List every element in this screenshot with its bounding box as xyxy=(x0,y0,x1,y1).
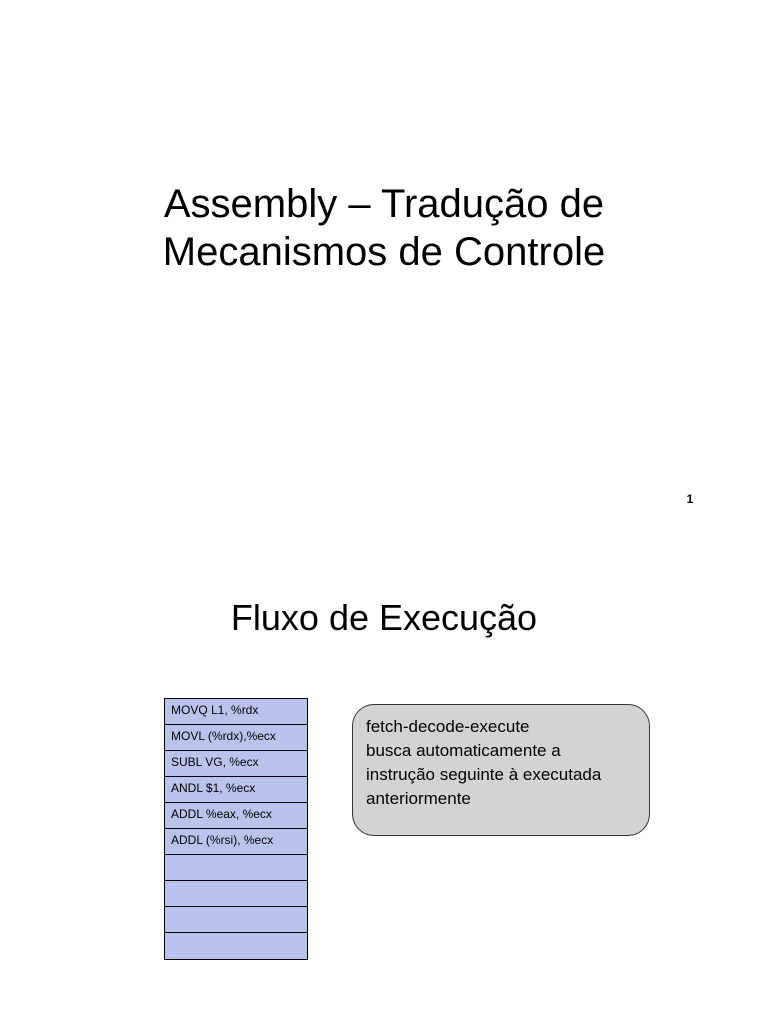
slide-2-title: Fluxo de Execução xyxy=(230,597,538,638)
callout-line-1: fetch-decode-execute xyxy=(366,717,530,736)
slide-2 xyxy=(0,512,768,1024)
instruction-row-empty xyxy=(165,881,307,907)
instruction-row: MOVQ L1, %rdx xyxy=(165,699,307,725)
callout-line-4: anteriormente xyxy=(366,789,471,808)
instruction-row: SUBL VG, %ecx xyxy=(165,751,307,777)
instruction-row: MOVL (%rdx),%ecx xyxy=(165,725,307,751)
callout-line-3: instrução seguinte à executada xyxy=(366,765,602,784)
instruction-row: ADDL %eax, %ecx xyxy=(165,803,307,829)
slide-1-title-line-2: Mecanismos de Controle xyxy=(162,230,606,274)
instruction-row-empty xyxy=(165,933,307,959)
instruction-memory-table xyxy=(164,698,308,960)
instruction-row-empty xyxy=(165,907,307,933)
slide-1-title-line-1: Assembly – Tradução de xyxy=(163,182,605,226)
instruction-row-empty xyxy=(165,855,307,881)
slide-1-title xyxy=(0,180,768,276)
instruction-row: ADDL (%rsi), %ecx xyxy=(165,829,307,855)
instruction-row: ANDL $1, %ecx xyxy=(165,777,307,803)
callout-line-2: busca automaticamente a xyxy=(366,741,561,760)
page-number: 1 xyxy=(686,492,694,506)
fetch-decode-execute-callout xyxy=(352,704,650,836)
